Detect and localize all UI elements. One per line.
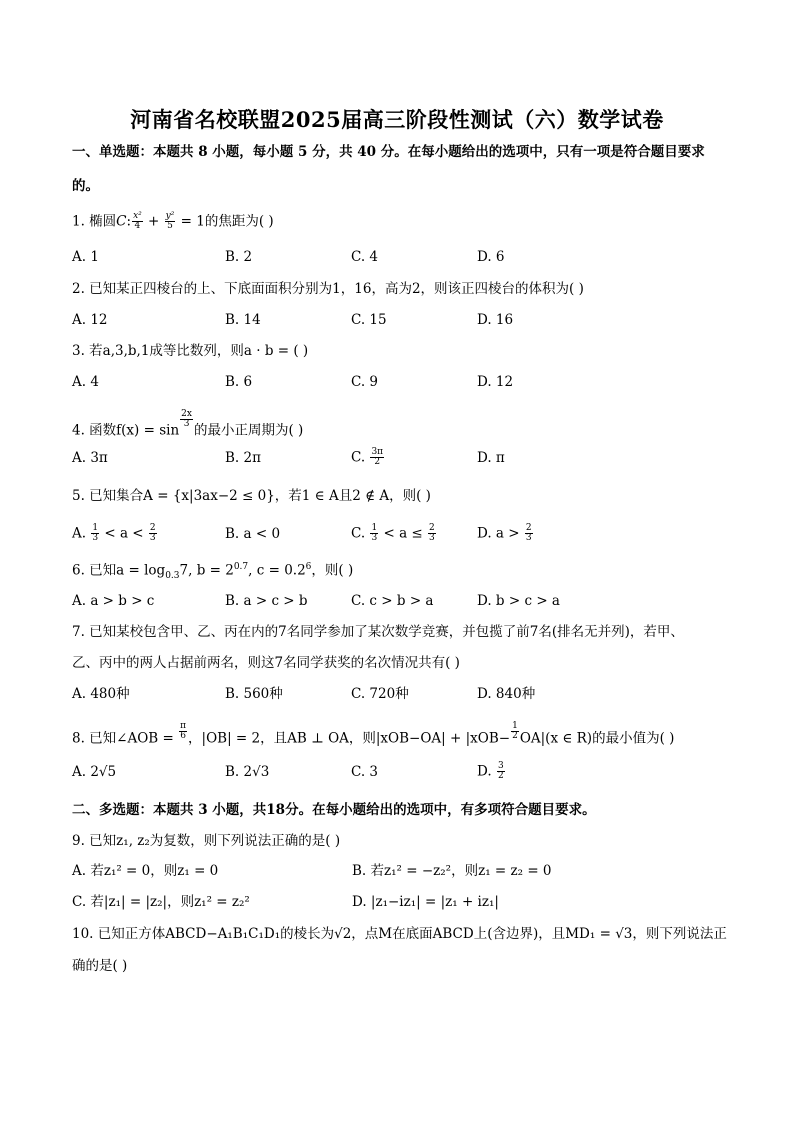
q7-option-c[interactable]: C. 720种 xyxy=(351,686,409,702)
q9-options-row1 xyxy=(72,865,732,883)
section2-header: 二、多选题：本题共 3 小题，共18分。在每小题给出的选项中，有多项符合题目要求。 xyxy=(72,802,596,818)
q9-option-a[interactable]: A. 若z₁² = 0，则z₁ = 0 xyxy=(72,863,219,879)
q3-option-c[interactable]: C. 9 xyxy=(351,374,379,390)
q6-option-d[interactable]: D. b > c > a xyxy=(477,593,560,609)
q8-option-a[interactable]: A. 2√5 xyxy=(72,764,117,780)
question-8: 8. 已知∠AOB = $\frac{\pi}{6}$ ，|OB| = 2，且AB ⊥ OA，则|xOB−OA| + |xOB− $\frac{1}{2}$ OA|(x ∈ R)的最小值为( ) xyxy=(72,721,675,747)
q7-options xyxy=(72,688,732,706)
q9-options-row2 xyxy=(72,896,732,914)
question-10-line1: 10. 已知正方体ABCD−A₁B₁C₁D₁的棱长为√2，点M在底面ABCD上(含边界)，且MD₁ = √3，则下列说法正 xyxy=(72,926,727,942)
q8-option-d[interactable]: D. $\frac{3}{2}$ xyxy=(477,761,504,782)
q2-option-c[interactable]: C. 15 xyxy=(351,312,387,328)
q1-option-b[interactable]: B. 2 xyxy=(225,249,253,265)
q5-option-d[interactable]: D. a > $\frac{2}{3}$ xyxy=(477,523,532,544)
q1-prefix: 1. 椭圆 xyxy=(72,213,117,230)
question-7-line2: 乙、丙中的两人占据前两名，则这7名同学获奖的名次情况共有( ) xyxy=(72,655,460,671)
question-6: 6. 已知$a = \log_{0.3}7$, $b = 2^{0.7}$, $c = 0.2^6$，则( ) xyxy=(72,562,354,582)
q2-option-a[interactable]: A. 12 xyxy=(72,312,108,328)
q1-option-c[interactable]: C. 4 xyxy=(351,249,379,265)
q1-options xyxy=(72,251,732,269)
q2-option-b[interactable]: B. 14 xyxy=(225,312,261,328)
q8-option-c[interactable]: C. 3 xyxy=(351,764,379,780)
q4-prefix: 4. 函数f(x) = sin xyxy=(72,422,180,439)
page-title: 河南省名校联盟2025届高三阶段性测试（六）数学试卷 xyxy=(130,107,664,132)
q1-x-frac: $\frac{\text{x²}}{4}$ xyxy=(133,211,142,232)
q1-option-a[interactable]: A. 1 xyxy=(72,249,99,265)
section1-header-cont: 的。 xyxy=(72,178,99,194)
q1-y-frac: $\frac{\text{y²}}{5}$ xyxy=(165,211,175,232)
q5-option-b[interactable]: B. a < 0 xyxy=(225,526,281,542)
q8-option-b[interactable]: B. 2√3 xyxy=(225,764,270,780)
question-3: 3. 若a,3,b,1成等比数列，则a · b = ( ) xyxy=(72,343,309,359)
q1-suffix: = 1的焦距为( ) xyxy=(176,213,274,230)
section1-header: 一、单选题：本题共 8 小题，每小题 5 分，共 40 分。在每小题给出的选项中，只有一项是符合题目要求 xyxy=(72,144,705,160)
q6-option-a[interactable]: A. a > b > c xyxy=(72,593,155,609)
q1-curve: C xyxy=(116,213,127,230)
q4-option-a[interactable]: A. 3π xyxy=(72,450,108,466)
q7-option-a[interactable]: A. 480种 xyxy=(72,686,130,702)
q7-option-d[interactable]: D. 840种 xyxy=(477,686,536,702)
q7-option-b[interactable]: B. 560种 xyxy=(225,686,283,702)
q4-arg-frac: $\frac{2x}{3}$ xyxy=(181,409,192,430)
q8-options xyxy=(72,761,732,784)
q4-option-d[interactable]: D. π xyxy=(477,450,505,466)
question-2: 2. 已知某正四棱台的上、下底面面积分别为1，16，高为2，则该正四棱台的体积为( ) xyxy=(72,281,584,297)
q9-option-b[interactable]: B. 若z₁² = −z₂²，则z₁ = z₂ = 0 xyxy=(352,863,552,879)
question-10-line2: 确的是( ) xyxy=(72,958,128,974)
q6-options xyxy=(72,595,732,613)
q6-option-b[interactable]: B. a > c > b xyxy=(225,593,308,609)
q3-option-a[interactable]: A. 4 xyxy=(72,374,99,390)
q2-option-d[interactable]: D. 16 xyxy=(477,312,514,328)
question-5: 5. 已知集合A = {x|3ax−2 ≤ 0}，若1 ∈ A且2 ∉ A，则( ) xyxy=(72,488,431,504)
q6-option-c[interactable]: C. c > b > a xyxy=(351,593,434,609)
q4-options xyxy=(72,447,732,470)
q9-option-c[interactable]: C. 若|z₁| = |z₂|，则z₁² = z₂² xyxy=(72,894,250,910)
q3-option-b[interactable]: B. 6 xyxy=(225,374,253,390)
q9-option-d[interactable]: D. |z₁−iz₁| = |z₁ + iz₁| xyxy=(352,894,499,910)
q2-options xyxy=(72,314,732,332)
question-4 xyxy=(72,410,303,438)
q4-option-b[interactable]: B. 2π xyxy=(225,450,261,466)
question-9: 9. 已知z₁, z₂为复数，则下列说法正确的是( ) xyxy=(72,833,341,849)
q5-options xyxy=(72,524,732,542)
q5-option-a[interactable]: A. $\frac{1}{3}$ < a < $\frac{2}{3}$ xyxy=(72,523,156,544)
q3-options xyxy=(72,376,732,394)
q4-option-c[interactable]: C. $\frac{3\pi}{2}$ xyxy=(351,447,384,468)
question-1: 1. 椭圆C: $\frac{\text{x²}}{4}$ + $\frac{\text{y²}}{5}$ = 1的焦距为( ) xyxy=(72,211,274,232)
question-7-line1: 7. 已知某校包含甲、乙、丙在内的7名同学参加了某次数学竞赛，并包揽了前7名(排名无并列)，若甲、 xyxy=(72,624,684,640)
q1-option-d[interactable]: D. 6 xyxy=(477,249,505,265)
q5-option-c[interactable]: C. $\frac{1}{3}$ < a ≤ $\frac{2}{3}$ xyxy=(351,523,435,544)
q4-suffix: 的最小正周期为( ) xyxy=(193,422,304,439)
q3-option-d[interactable]: D. 12 xyxy=(477,374,514,390)
